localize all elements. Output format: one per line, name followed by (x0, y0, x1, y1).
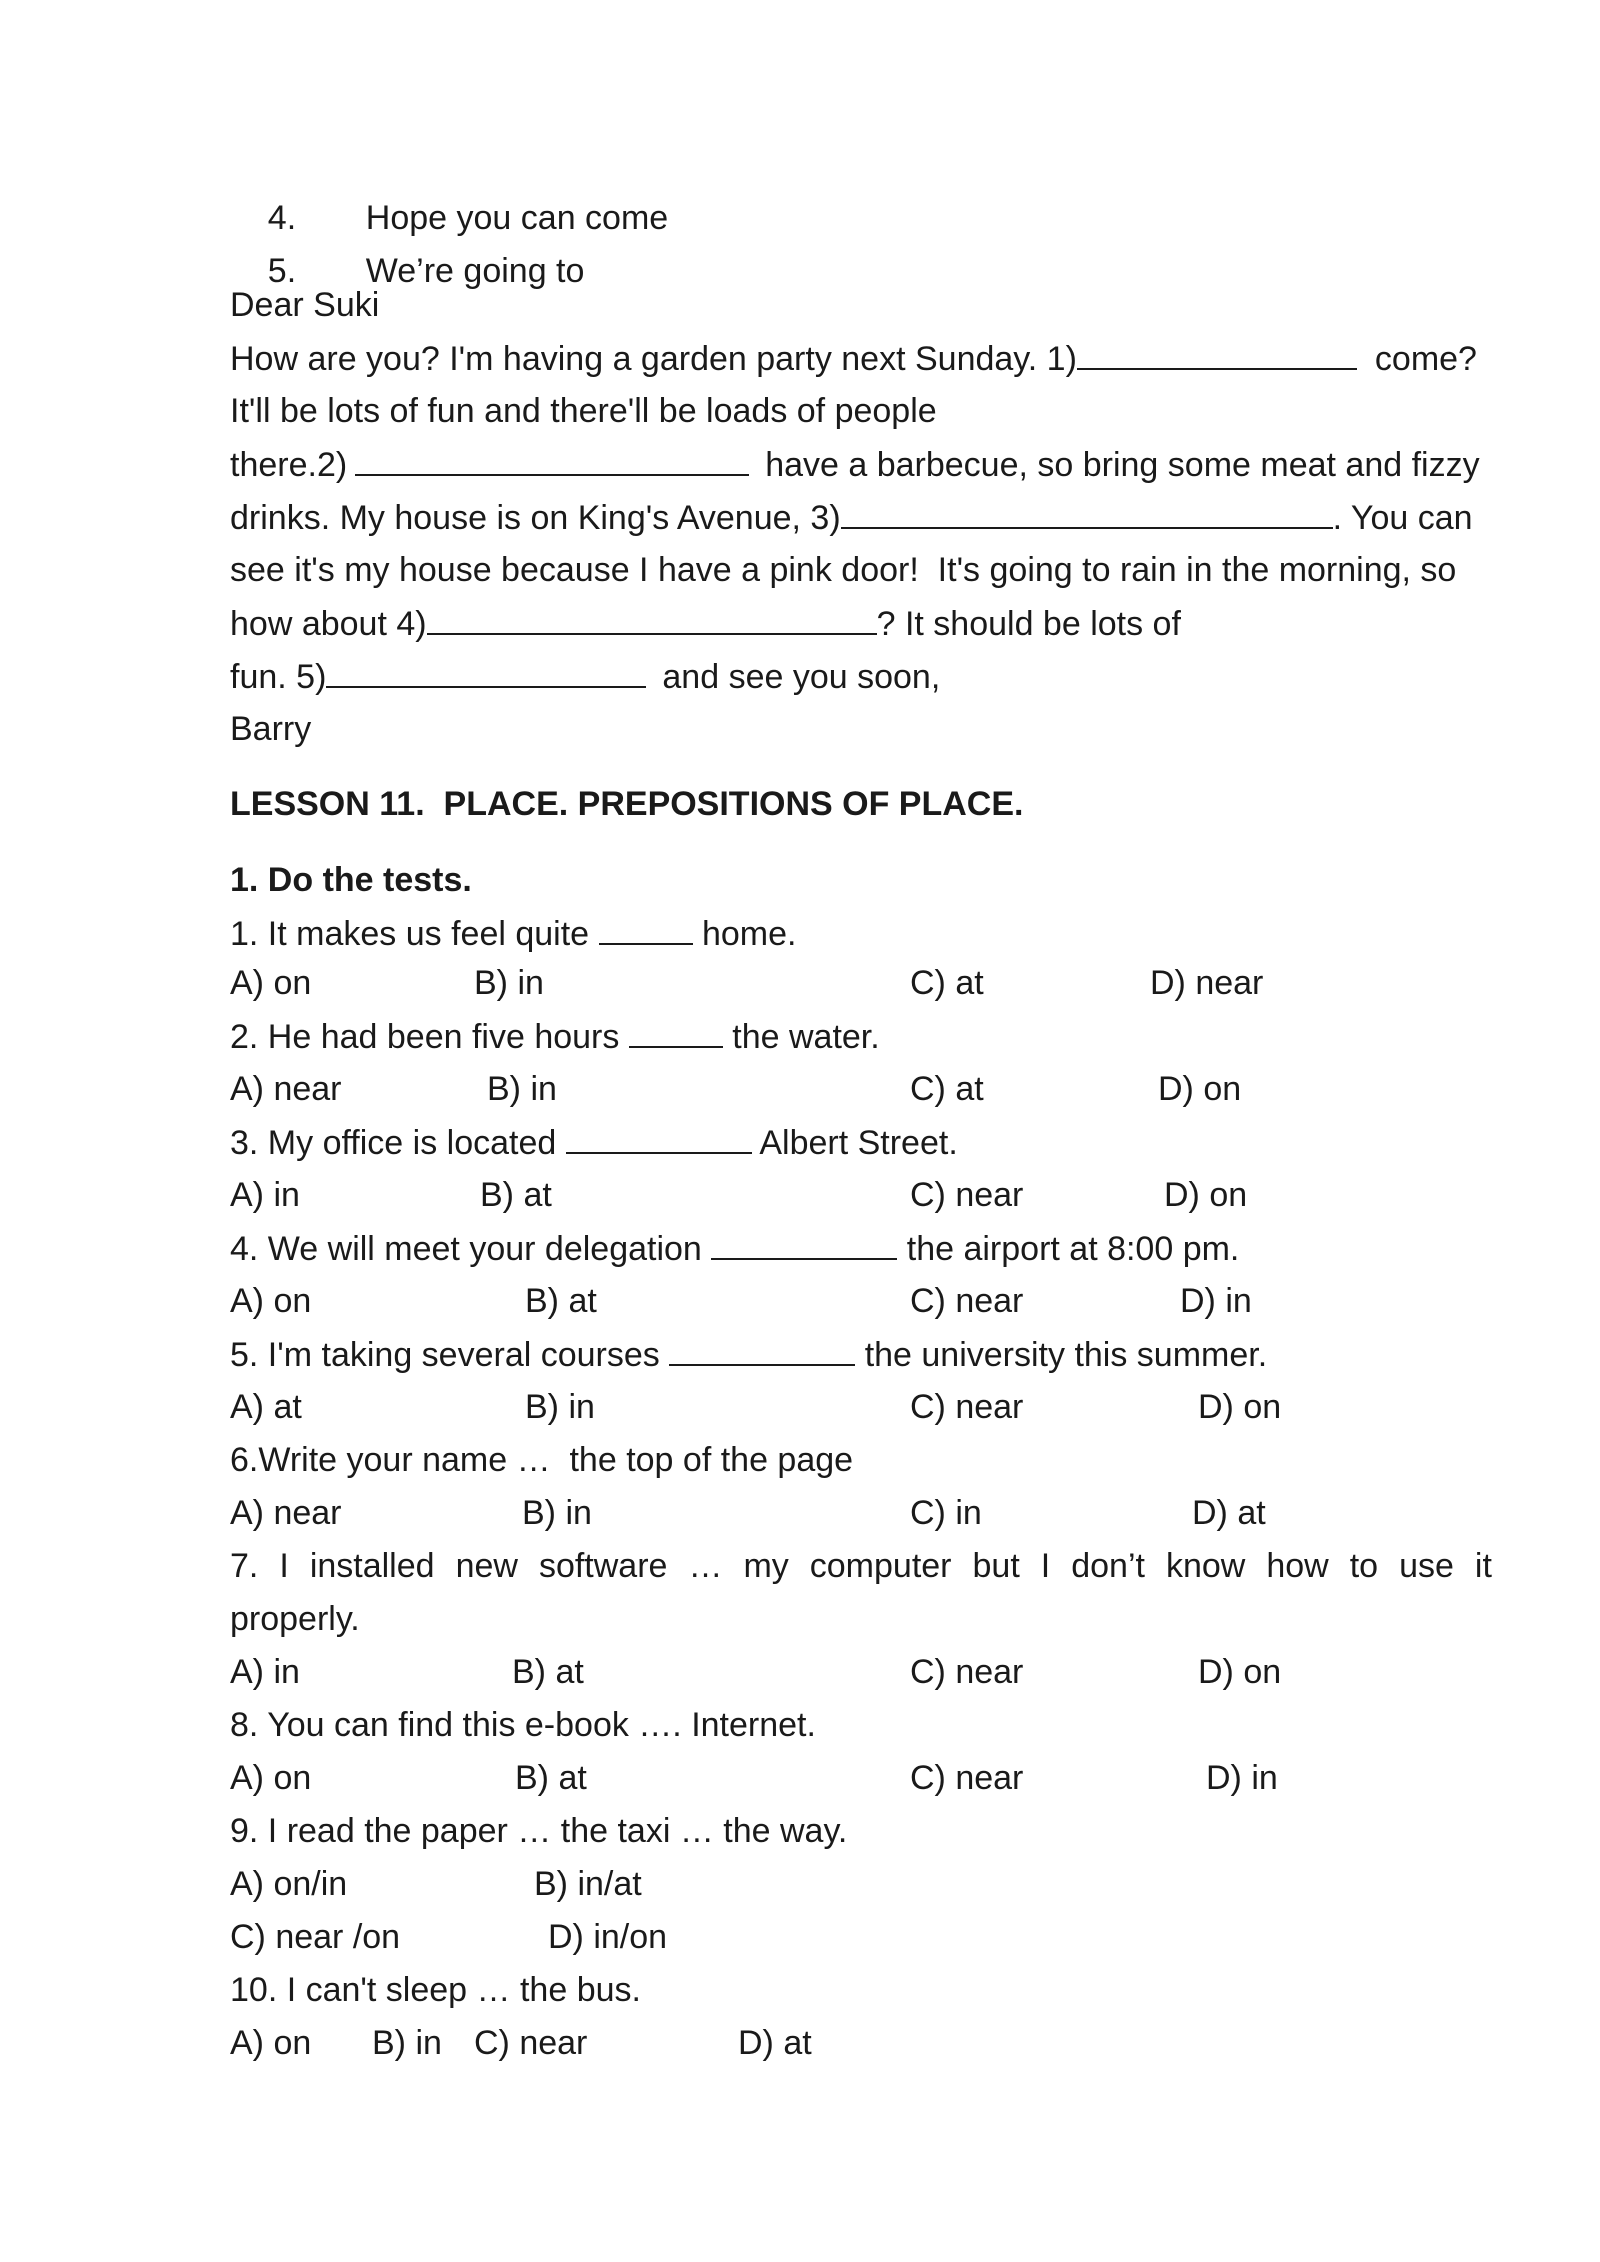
option-a[interactable]: A) near (230, 1070, 342, 1108)
fill-blank[interactable] (1077, 338, 1357, 370)
letter-line (230, 656, 940, 697)
letter-text: How are you? I'm having a garden party next Sunday. 1) (230, 340, 1077, 378)
list-number: 5. (267, 252, 297, 290)
option-d[interactable]: D) at (738, 2024, 812, 2062)
letter-line (230, 338, 1477, 379)
fill-blank[interactable] (355, 444, 749, 476)
letter-text: ? It should be lots of (876, 605, 1181, 643)
question-text (230, 1016, 880, 1057)
letter-greeting: Dear Suki (230, 286, 380, 324)
option-d[interactable]: D) on (1164, 1176, 1248, 1214)
letter-line (230, 497, 1473, 538)
option-a[interactable]: A) in (230, 1653, 300, 1691)
question-stem: the water. (732, 1018, 880, 1056)
option-c[interactable]: C) in (910, 1494, 982, 1532)
option-c[interactable]: C) near (910, 1759, 1024, 1797)
question-word: don’t (1071, 1547, 1145, 1585)
fill-blank[interactable] (669, 1334, 855, 1366)
question-stem: Albert Street. (759, 1124, 958, 1162)
option-c[interactable]: C) near (474, 2024, 588, 2062)
option-c[interactable]: C) near (910, 1388, 1024, 1426)
letter-text: how about 4) (230, 605, 427, 643)
option-b[interactable]: B) at (515, 1759, 587, 1797)
option-a[interactable]: A) in (230, 1176, 300, 1214)
question-word: computer (809, 1547, 952, 1585)
letter-text: there.2) (230, 446, 348, 484)
question-text (230, 913, 796, 954)
list-text: Hope you can come (365, 199, 669, 237)
option-a[interactable]: A) on (230, 1759, 312, 1797)
fill-blank[interactable] (566, 1122, 752, 1154)
question-text: 6.Write your name … the top of the page (230, 1441, 854, 1479)
option-b[interactable]: B) in (487, 1070, 557, 1108)
fill-blank[interactable] (326, 656, 646, 688)
letter-text: have a barbecue, so bring some meat and fizzy (765, 446, 1480, 484)
letter-signature: Barry (230, 710, 312, 748)
fill-blank[interactable] (599, 913, 693, 945)
option-d[interactable]: D) in/on (548, 1918, 668, 1956)
question-word: I (279, 1547, 289, 1585)
question-stem: the airport at 8:00 pm. (906, 1230, 1240, 1268)
option-a[interactable]: A) on (230, 1282, 312, 1320)
option-b[interactable]: B) at (525, 1282, 597, 1320)
option-b[interactable]: B) in/at (534, 1865, 642, 1903)
fill-blank[interactable] (629, 1016, 723, 1048)
letter-line: see it's my house because I have a pink door! It's going to rain in the morning, so (230, 551, 1457, 589)
option-b[interactable]: B) in (372, 2024, 442, 2062)
question-text: 8. You can find this e-book …. Internet. (230, 1706, 816, 1744)
question-stem: the university this summer. (864, 1336, 1268, 1374)
question-stem: 1. It makes us feel quite (230, 915, 590, 953)
exercise-title: 1. Do the tests. (230, 861, 472, 899)
option-c[interactable]: C) near /on (230, 1918, 401, 1956)
fill-blank[interactable] (841, 497, 1333, 529)
option-a[interactable]: A) on/in (230, 1865, 348, 1903)
option-c[interactable]: C) near (910, 1176, 1024, 1214)
question-word: know (1165, 1547, 1246, 1585)
fill-blank[interactable] (427, 603, 877, 635)
list-number: 4. (267, 199, 297, 237)
question-word: but (972, 1547, 1020, 1585)
question-word: how (1266, 1547, 1329, 1585)
option-b[interactable]: B) in (474, 964, 544, 1002)
question-stem: 3. My office is located (230, 1124, 557, 1162)
option-a[interactable]: A) on (230, 2024, 312, 2062)
option-d[interactable]: D) in (1206, 1759, 1278, 1797)
option-a[interactable]: A) at (230, 1388, 302, 1426)
letter-line: It'll be lots of fun and there'll be loads of people (230, 392, 937, 430)
option-d[interactable]: D) at (1192, 1494, 1266, 1532)
question-text: 9. I read the paper … the taxi … the way. (230, 1812, 848, 1850)
lesson-title: LESSON 11. PLACE. PREPOSITIONS OF PLACE. (230, 785, 1024, 823)
question-text (230, 1546, 1492, 1586)
letter-text: and see you soon, (662, 658, 941, 696)
question-stem: 4. We will meet your delegation (230, 1230, 702, 1268)
question-text: properly. (230, 1600, 360, 1638)
question-text (230, 1122, 958, 1163)
question-word: it (1474, 1547, 1492, 1585)
option-c[interactable]: C) near (910, 1653, 1024, 1691)
option-c[interactable]: C) at (910, 964, 984, 1002)
question-word: use (1399, 1547, 1454, 1585)
option-c[interactable]: C) at (910, 1070, 984, 1108)
question-word: my (743, 1547, 789, 1585)
option-b[interactable]: B) in (525, 1388, 595, 1426)
question-stem: 5. I'm taking several courses (230, 1336, 660, 1374)
fill-blank[interactable] (711, 1228, 897, 1260)
question-word: new (455, 1547, 518, 1585)
letter-text: fun. 5) (230, 658, 327, 696)
option-d[interactable]: D) on (1158, 1070, 1242, 1108)
question-word: installed (309, 1547, 435, 1585)
option-d[interactable]: D) on (1198, 1653, 1282, 1691)
letter-text: drinks. My house is on King's Avenue, 3) (230, 499, 841, 537)
question-word: … (688, 1547, 723, 1585)
question-text: 10. I can't sleep … the bus. (230, 1971, 641, 2009)
question-word: 7. (230, 1547, 259, 1585)
question-word: to (1349, 1547, 1379, 1585)
question-word: I (1040, 1547, 1051, 1585)
list-text: We’re going to (365, 252, 585, 290)
option-d[interactable]: D) on (1198, 1388, 1282, 1426)
letter-line (230, 603, 1181, 644)
letter-line (230, 444, 1480, 485)
option-a[interactable]: A) near (230, 1494, 342, 1532)
option-d[interactable]: D) near (1150, 964, 1264, 1002)
letter-text: . You can (1332, 499, 1473, 537)
option-b[interactable]: B) at (512, 1653, 584, 1691)
question-word: software (538, 1547, 668, 1585)
option-a[interactable]: A) on (230, 964, 312, 1002)
question-text (230, 1334, 1267, 1375)
option-d[interactable]: D) in (1180, 1282, 1252, 1320)
question-stem: home. (701, 915, 797, 953)
option-c[interactable]: C) near (910, 1282, 1024, 1320)
letter-text: come? (1374, 340, 1477, 378)
question-text (230, 1228, 1239, 1269)
option-b[interactable]: B) in (522, 1494, 592, 1532)
question-stem: 2. He had been five hours (230, 1018, 620, 1056)
option-b[interactable]: B) at (480, 1176, 552, 1214)
